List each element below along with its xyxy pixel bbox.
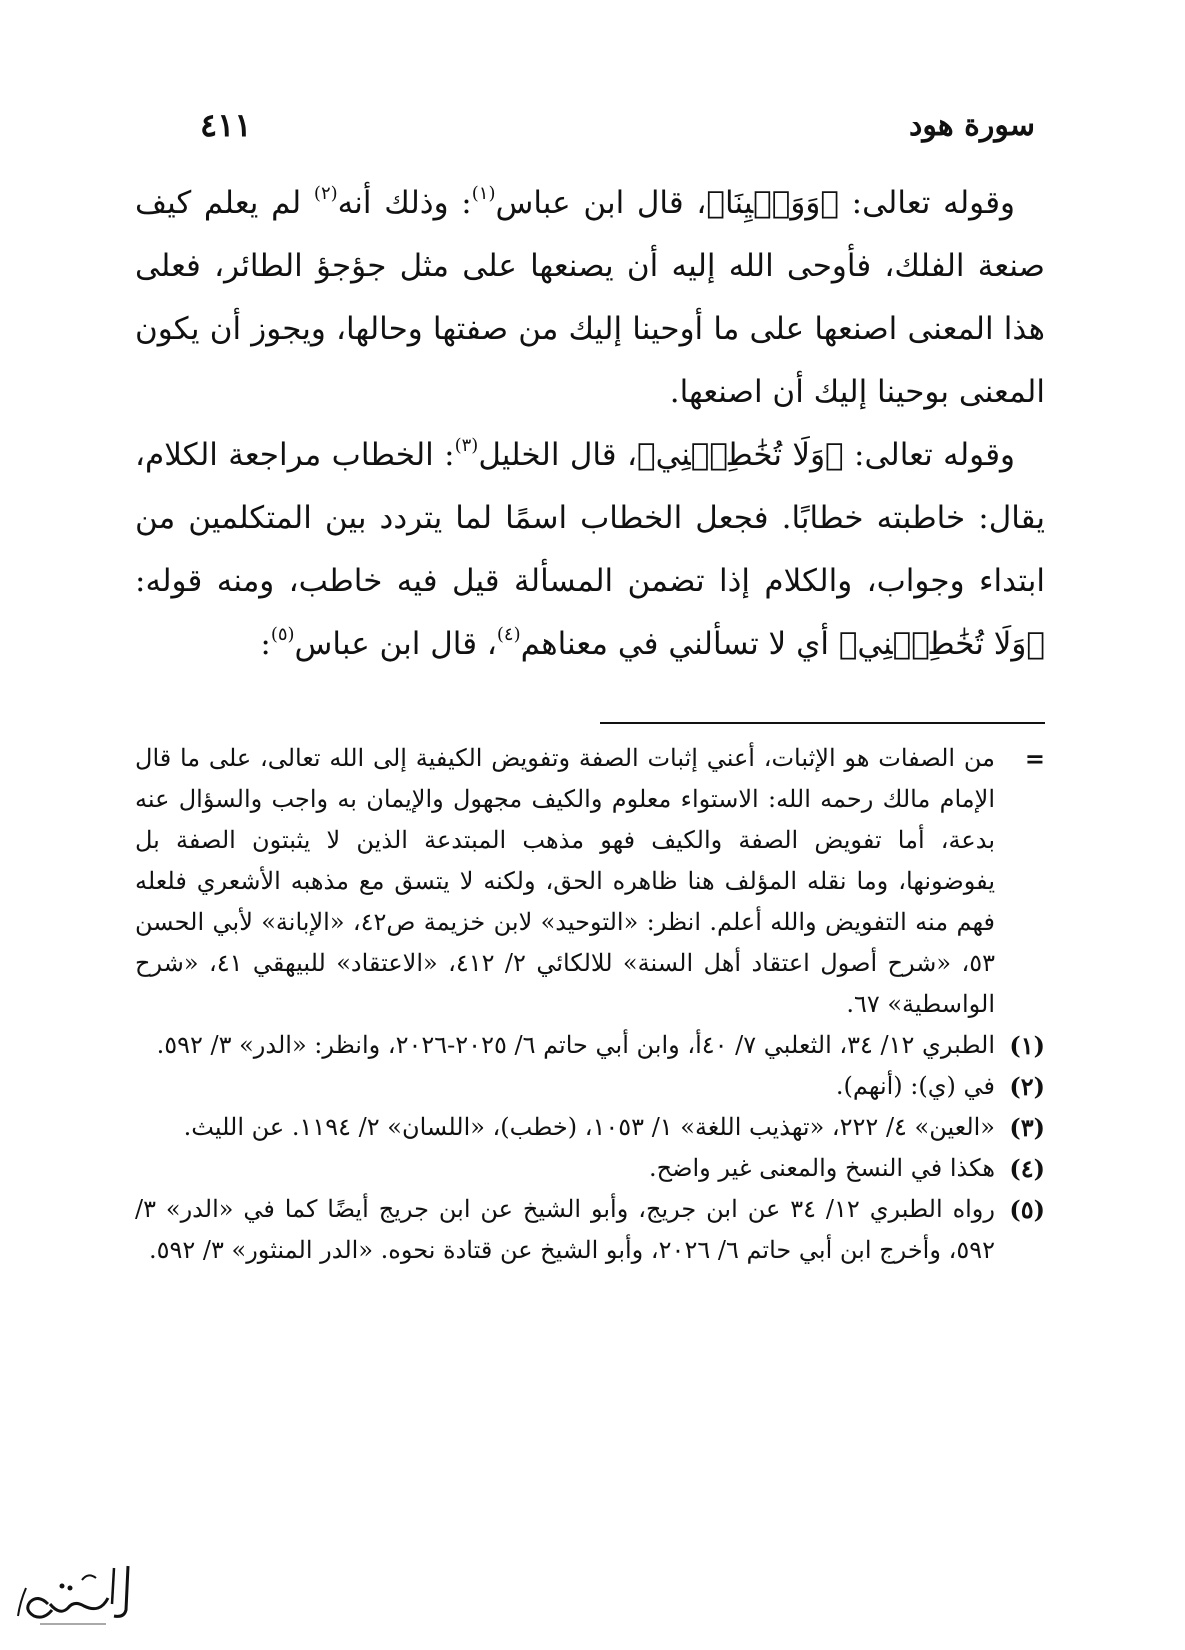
continuation-marker: =	[1024, 744, 1045, 773]
footnotes	[135, 738, 1045, 1271]
paragraph-2-text-b: : الخطاب مراجعة الكلام، يقال: خاطبته خطابًا. فجعل الخطاب اسمًا لما يتردد بين المتكلمين من ابتداء وجواب، والكلام إذا تضمن المسألة قيل فيه خاطب، ومنه قوله: ﴿وَلَا تُخَٰطِبۡنِي﴾ أي لا تسألني في معناهم	[135, 437, 1045, 662]
paragraph-1	[135, 172, 1045, 424]
footnote-item	[135, 1107, 1045, 1148]
library-stamp-logo	[10, 1558, 140, 1628]
footnote-number: (٤)	[1009, 1154, 1045, 1183]
footnote-text: الطبري ١٢/ ٣٤، الثعلبي ٧/ ٤٠أ، وابن أبي حاتم ٦/ ٢٠٢٥-٢٠٢٦، وانظر: «الدر» ٣/ ٥٩٢.	[156, 1031, 995, 1059]
footnote-item	[135, 1148, 1045, 1189]
footnote-continuation	[135, 738, 1045, 1025]
paragraph-1-text-b: : وذلك أنه	[337, 185, 472, 221]
surah-title: سورة هود	[909, 107, 1035, 143]
paragraph-1-text-a: وقوله تعالى: ﴿وَوَحۡيِنَا﴾، قال ابن عباس	[495, 185, 1015, 221]
footnote-text: هكذا في النسخ والمعنى غير واضح.	[649, 1154, 995, 1182]
footnote-text: في (ي): (أنهم).	[835, 1072, 995, 1100]
footnote-ref-4: (٤)	[496, 624, 521, 645]
paragraph-1-text-c: لم يعلم كيف صنعة الفلك، فأوحى الله إليه أن يصنعها على مثل جؤجؤ الطائر، فعلى هذا المعنى اصنعها على ما أوحينا إليك من صفتها وحالها، ويجوز أن يكون المعنى بوحينا إليك أن اصنعها.	[135, 185, 1045, 410]
page-header	[200, 100, 1035, 150]
footnote-text: رواه الطبري ١٢/ ٣٤ عن ابن جريج، وأبو الشيخ عن ابن جريج أيضًا كما في «الدر» ٣/ ٥٩٢، وأخرج ابن أبي حاتم ٦/ ٢٠٢٦، وأبو الشيخ عن قتادة نحوه. «الدر المنثور» ٣/ ٥٩٢.	[135, 1195, 995, 1264]
footnote-ref-5: (٥)	[270, 624, 295, 645]
page-number: ٤١١	[200, 106, 252, 144]
footnote-separator	[600, 722, 1045, 724]
paragraph-2-text-a: وقوله تعالى: ﴿وَلَا تُخَٰطِبۡنِي﴾، قال الخليل	[478, 437, 1015, 473]
footnote-item	[135, 1025, 1045, 1066]
footnote-ref-1: (١)	[471, 183, 496, 204]
footnote-text: «العين» ٤/ ٢٢٢، «تهذيب اللغة» ١/ ١٠٥٣، (خطب)، «اللسان» ٢/ ١١٩٤. عن الليث.	[183, 1113, 995, 1141]
footnote-ref-3: (٣)	[454, 435, 479, 456]
paragraph-2	[135, 424, 1045, 676]
stamp-calligraphy-icon	[10, 1558, 140, 1628]
footnote-ref-2: (٢)	[313, 183, 338, 204]
paragraph-2-text-c: ، قال ابن عباس	[294, 626, 497, 662]
footnote-item	[135, 1189, 1045, 1271]
paragraph-2-text-d: :	[260, 626, 271, 662]
footnote-number: (٣)	[1009, 1113, 1045, 1142]
footnote-number: (٥)	[1009, 1195, 1045, 1224]
continuation-text: من الصفات هو الإثبات، أعني إثبات الصفة وتفويض الكيفية إلى الله تعالى، على ما قال الإمام مالك رحمه الله: الاستواء معلوم والكيف مجهول والإيمان به واجب والسؤال عنه بدعة، أما تفويض الصفة والكيف فهو مذهب المبتدعة الذين لا يثبتون الصفة بل يفوضونها، وما نقله المؤلف هنا ظاهره الحق، ولكنه لا يتسق مع مذهبه الأشعري فلعله فهم منه التفويض والله أعلم. انظر: «التوحيد» لابن خزيمة ص٤٢، «الإبانة» لأبي الحسن ٥٣، «شرح أصول اعتقاد أهل السنة» للالكائي ٢/ ٤١٢، «الاعتقاد» للبيهقي ٤١، «شرح الواسطية» ٦٧.	[135, 744, 996, 1018]
main-text	[135, 172, 1045, 676]
footnote-number: (١)	[1009, 1031, 1045, 1060]
footnote-item	[135, 1066, 1045, 1107]
footnote-number: (٢)	[1009, 1072, 1045, 1101]
